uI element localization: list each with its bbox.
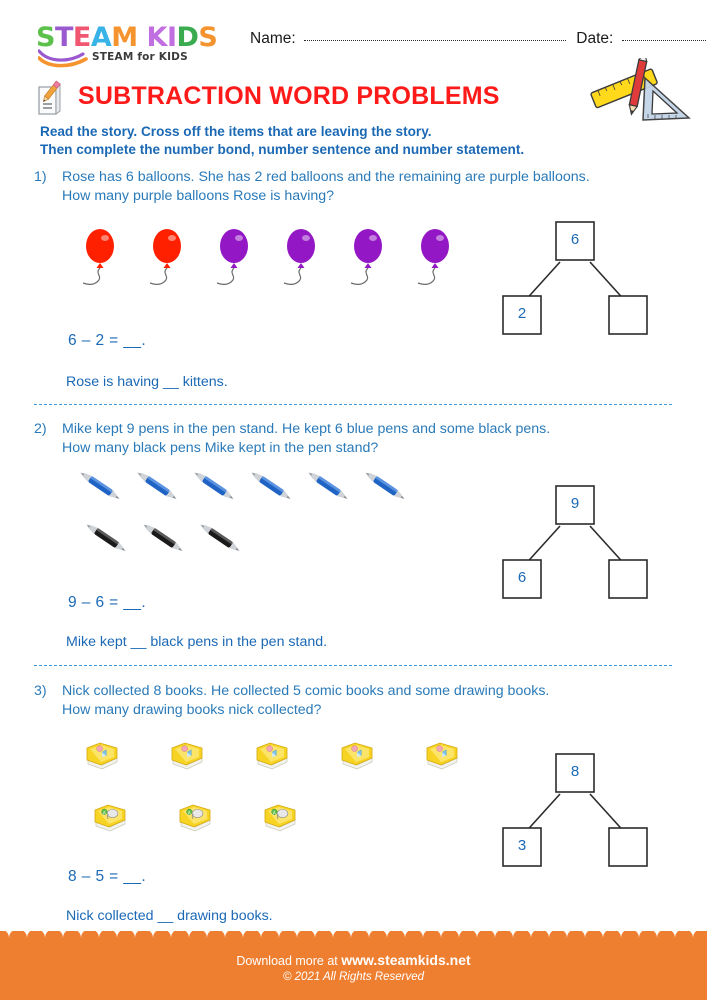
- balloon-item[interactable]: [214, 226, 254, 288]
- balloon-icon: [281, 226, 321, 288]
- name-date-row: [250, 30, 695, 48]
- balloon-icon: [415, 226, 455, 288]
- bond-box-top[interactable]: 8: [570, 763, 580, 780]
- balloon-icon: [80, 226, 120, 288]
- logo-swoosh-icon: [38, 48, 90, 68]
- bond-box-left[interactable]: 2: [517, 305, 527, 322]
- logo-wordmark: [36, 24, 232, 51]
- bond-box-left[interactable]: 3: [517, 837, 527, 854]
- book-icon: [177, 802, 213, 832]
- balloon-icon: [214, 226, 254, 288]
- problem-1-balloons[interactable]: [80, 226, 480, 292]
- svg-text:A: A: [272, 810, 276, 816]
- notepad-pencil-icon: [32, 80, 66, 118]
- pen-icon: [141, 522, 187, 556]
- problem-1-equation[interactable]: 6 – 2 = __.: [68, 332, 147, 349]
- pen-icon: [78, 470, 124, 504]
- balloon-item[interactable]: [281, 226, 321, 288]
- problem-2-equation[interactable]: 9 – 6 = __.: [68, 594, 147, 611]
- pen-icon: [363, 470, 409, 504]
- balloon-icon: [147, 226, 187, 288]
- book-icon: [84, 740, 120, 770]
- name-label: Name:: [250, 30, 296, 47]
- date-label: Date:: [576, 30, 614, 47]
- problem-1-number: 1): [34, 169, 47, 185]
- problem-3-books[interactable]: [84, 740, 484, 840]
- book-item[interactable]: [424, 740, 460, 770]
- book-icon: [92, 802, 128, 832]
- problem-1-number-bond[interactable]: [500, 218, 650, 338]
- steam-kids-logo: [36, 22, 232, 63]
- pen-icon: [135, 470, 181, 504]
- footer-download-text: [0, 952, 707, 968]
- pen-icon: [192, 470, 238, 504]
- page-footer: [0, 938, 707, 1000]
- book-item[interactable]: [339, 740, 375, 770]
- separator-2: [34, 665, 672, 666]
- instructions: [40, 123, 660, 158]
- pen-icon: [198, 522, 244, 556]
- separator-1: [34, 404, 672, 405]
- instructions-line-2: Then complete the number bond, number sentence and number statement.: [40, 141, 525, 157]
- problem-2-pens[interactable]: [78, 470, 478, 570]
- problem-3-number: 3): [34, 683, 47, 699]
- pen-icon: [84, 522, 130, 556]
- instructions-line-1: Read the story. Cross off the items that are leaving the story.: [40, 124, 432, 139]
- svg-text:A: A: [102, 810, 106, 816]
- bond-box-top[interactable]: 6: [570, 231, 580, 248]
- footer-download-prefix: Download more at: [236, 954, 342, 968]
- pen-icon: [249, 470, 295, 504]
- problem-1-answer-sentence[interactable]: Rose is having __ kittens.: [66, 374, 228, 390]
- book-icon: [254, 740, 290, 770]
- problem-1-question-line-2: How many purple balloons Rose is having?: [62, 188, 335, 204]
- problem-3-answer-sentence[interactable]: Nick collected __ drawing books.: [66, 908, 273, 924]
- problem-2-answer-sentence[interactable]: Mike kept __ black pens in the pen stand.: [66, 634, 328, 650]
- pen-item[interactable]: [78, 470, 124, 504]
- balloon-item[interactable]: [80, 226, 120, 288]
- book-icon: [424, 740, 460, 770]
- book-icon: [339, 740, 375, 770]
- problem-1-question-line-1: Rose has 6 balloons. She has 2 red balloons and the remaining are purple balloons.: [62, 169, 590, 185]
- book-item[interactable]: [177, 802, 213, 832]
- logo-letter: E: [72, 22, 91, 53]
- book-item[interactable]: [84, 740, 120, 770]
- balloon-item[interactable]: [415, 226, 455, 288]
- book-item[interactable]: [169, 740, 205, 770]
- pen-item[interactable]: [249, 470, 295, 504]
- title-row: [32, 82, 552, 120]
- book-item[interactable]: [262, 802, 298, 832]
- problem-2-number-bond[interactable]: [500, 482, 650, 602]
- book-icon: [169, 740, 205, 770]
- bond-box-left[interactable]: 6: [517, 569, 527, 586]
- logo-letter: D: [176, 22, 199, 53]
- logo-letter: A: [90, 22, 112, 53]
- book-item[interactable]: [254, 740, 290, 770]
- logo-tagline: STEAM for KIDS: [92, 51, 188, 63]
- pen-item[interactable]: [141, 522, 187, 556]
- logo-letter: I: [166, 22, 177, 53]
- logo-letter: M: [111, 22, 138, 53]
- pen-icon: [306, 470, 352, 504]
- balloon-icon: [348, 226, 388, 288]
- balloon-item[interactable]: [348, 226, 388, 288]
- problem-3-number-bond[interactable]: [500, 750, 650, 870]
- pen-item[interactable]: [306, 470, 352, 504]
- page-title: SUBTRACTION WORD PROBLEMS: [78, 82, 500, 110]
- date-input-line[interactable]: [622, 39, 707, 41]
- problem-3-question-line-1: Nick collected 8 books. He collected 5 comic books and some drawing books.: [62, 683, 550, 699]
- book-item[interactable]: [92, 802, 128, 832]
- bond-box-top[interactable]: 9: [570, 495, 580, 512]
- problem-2-question-line-2: How many black pens Mike kept in the pen stand?: [62, 440, 379, 456]
- pen-item[interactable]: [198, 522, 244, 556]
- pen-item[interactable]: [84, 522, 130, 556]
- pen-item[interactable]: [363, 470, 409, 504]
- logo-letter: S: [36, 22, 55, 53]
- ruler-pencil-triangle-icon: [585, 58, 695, 124]
- logo-letter: S: [198, 22, 218, 53]
- footer-site-link[interactable]: www.steamkids.net: [341, 952, 471, 968]
- problem-2-number: 2): [34, 421, 47, 437]
- name-input-line[interactable]: [304, 39, 566, 41]
- footer-copyright: © 2021 All Rights Reserved: [282, 971, 424, 983]
- logo-letter: K: [146, 22, 167, 53]
- logo-letter: T: [54, 22, 73, 53]
- problem-3-equation[interactable]: 8 – 5 = __.: [68, 868, 147, 885]
- pen-item[interactable]: [192, 470, 238, 504]
- problem-2-question-line-1: Mike kept 9 pens in the pen stand. He kept 6 blue pens and some black pens.: [62, 421, 551, 437]
- book-icon: [262, 802, 298, 832]
- scallop-edge: [0, 931, 707, 945]
- svg-text:A: A: [187, 810, 191, 816]
- pen-item[interactable]: [135, 470, 181, 504]
- balloon-item[interactable]: [147, 226, 187, 288]
- logo-letter: [138, 24, 147, 51]
- problem-3-question-line-2: How many drawing books nick collected?: [62, 702, 322, 718]
